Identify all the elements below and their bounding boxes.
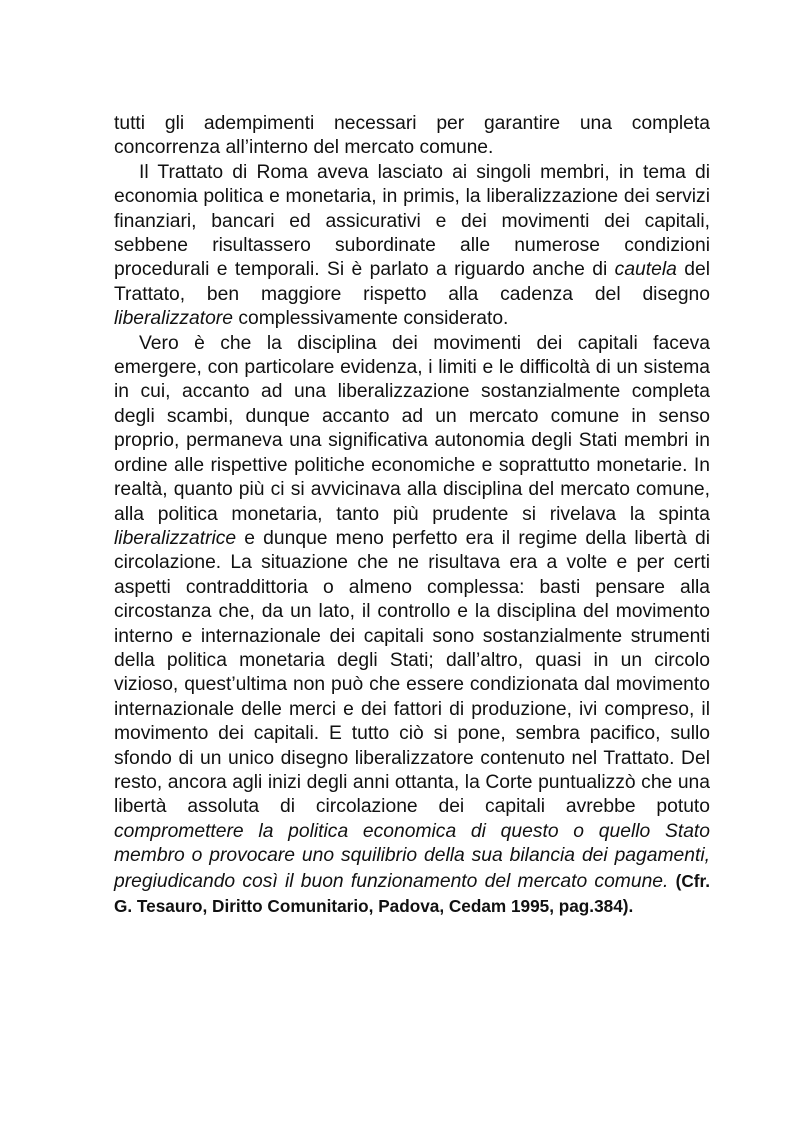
paragraph-1 bbox=[114, 112, 710, 161]
citation-reference: (Cfr. G. Tesauro, Diritto Comunitario, Padova, Cedam 1995, pag.384). bbox=[114, 870, 710, 916]
text-run: Il Trattato di Roma aveva lasciato ai singoli membri, in tema di economia politica e monetaria, in primis, la liberalizzazione dei servizi finanziari, bancari ed assicurativi e dei movimenti dei capitali, sebbene risultassero subordinate alle numerose condizioni procedurali e temporali. Si è parlato a riguardo anche di bbox=[114, 161, 710, 281]
text-run: tutti gli adempimenti necessari per garantire una completa concorrenza all’interno del mercato comune. bbox=[114, 113, 710, 159]
text-run: Vero è che la disciplina dei movimenti dei capitali faceva emergere, con particolare evidenza, i limiti e le difficoltà di un sistema in cui, accanto ad una liberalizzazione sostanzialmente completa degli scambi, dunque accanto ad un mercato comune in senso proprio, permaneva una significativa autonomia degli Stati membri in ordine alle rispettive politiche economiche e soprattutto monetarie. In realtà, quanto più ci si avvicinava alla disciplina del mercato comune, alla politica monetaria, tanto più prudente si rivelava la spinta bbox=[114, 332, 710, 525]
paragraph-3 bbox=[114, 332, 710, 920]
italic-term-liberalizzatore: liberalizzatore bbox=[114, 308, 233, 330]
text-run: e dunque meno perfetto era il regime della libertà di circolazione. La situazione che ne risultava era a volte e per certi aspetti contraddittoria o almeno complessa: basti pensare alla circostanza che, da un lato, il controllo e la disciplina del movimento interno e internazionale dei capitali sono sostanzialmente strumenti della politica monetaria degli Stati; dall’altro, quasi in un circolo vizioso, quest’ultima non può che essere condizionata dal movimento internazionale delle merci e dei fattori di produzione, ivi compreso, il movimento dei capitali. E tutto ciò si pone, sembra pacifico, sullo sfondo di un unico disegno liberalizzatore contenuto nel Trattato. Del resto, ancora agli inizi degli anni ottanta, la Corte puntualizzò che una libertà assoluta di circolazione dei capitali avrebbe potuto bbox=[114, 527, 710, 818]
italic-term-cautela: cautela bbox=[614, 259, 677, 281]
paragraph-2 bbox=[114, 161, 710, 332]
italic-court-quote: compromettere la politica economica di questo o quello Stato membro o provocare uno squilibrio della sua bilancia dei pagamenti, pregiudicando così il buon funzionamento del mercato comune. bbox=[114, 820, 710, 892]
text-run: del Trattato, ben maggiore rispetto alla cadenza del disegno bbox=[114, 259, 710, 305]
text-run bbox=[668, 871, 675, 892]
document-page bbox=[114, 112, 710, 919]
italic-term-liberalizzatrice: liberalizzatrice bbox=[114, 527, 237, 549]
text-run: complessivamente considerato. bbox=[232, 308, 509, 330]
